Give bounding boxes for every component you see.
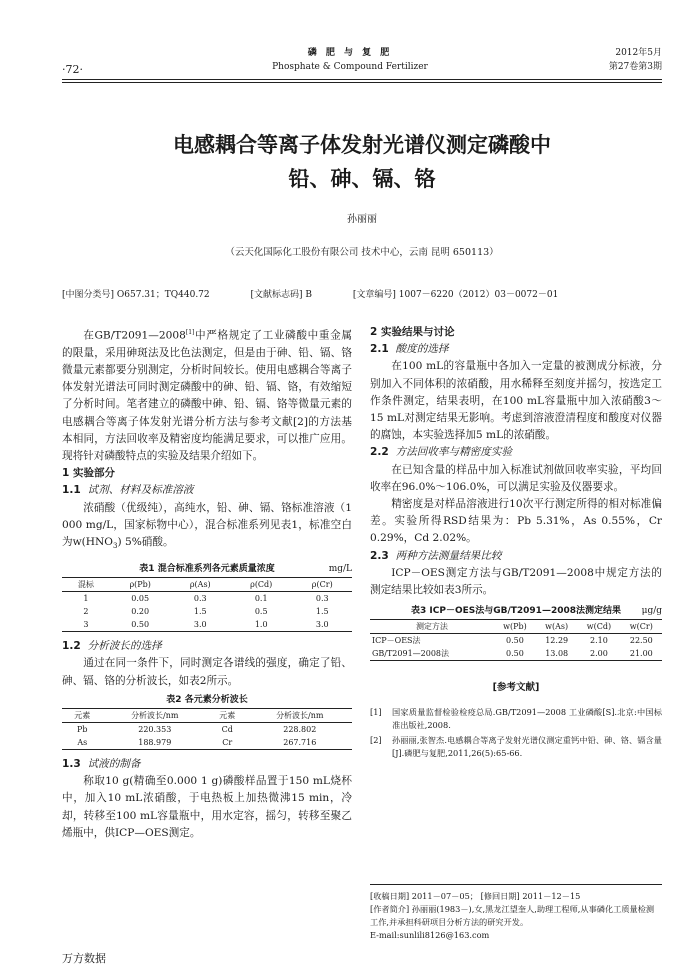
reference-text: 国家质量监督检验检疫总局.GB/T2091—2008 工业磷酸[S].北京:中国标准出版社,2008. [392,707,662,731]
table3-header-cell: w(Cd) [586,622,612,632]
table-2-caption: 表2 各元素分析波长 [166,694,248,705]
journal-name-en: Phosphate & Compound Fertilizer [272,62,428,72]
table-3-unit: μg/g [641,606,662,617]
table1-cell: 1.5 [315,607,329,617]
article-info [370,884,662,942]
table3-cell: 2.10 [590,636,608,646]
clc-number: [中图分类号] O657.31；TQ440.72 [62,290,210,300]
reference-item [370,706,662,732]
table3-cell: 12.29 [545,636,569,646]
table3-row [370,647,662,661]
table1-cell: 3 [83,620,89,630]
table3-cell: 13.08 [545,649,569,659]
table3-cell: 0.50 [506,636,524,646]
table1-header-cell: ρ(Pb) [129,580,151,590]
title-line-1: 电感耦合等离子体发射光谱仪测定磷酸中 [173,133,551,157]
received-dates: [收稿日期] 2011－07－05； [修回日期] 2011－12－15 [370,891,581,901]
author-bio: [作者简介] 孙丽丽(1983－),女,黑龙江望奎人,助理工程师,从事磷化工质量检测工作,并承担科研项目分析方法的研究开发。 [370,904,655,927]
table2-row [62,722,352,736]
header-rule [62,79,662,80]
page-number: ·72· [62,63,83,76]
section-2-2-heading: 2.2 方法回收率与精密度实验 [370,446,513,459]
section-1-2-heading: 1.2 分析波长的选择 [62,640,162,653]
table3-row [370,634,662,648]
title-line-2: 铅、砷、镉、铬 [288,167,436,191]
author-affiliation: （云天化国际化工股份有限公司 技术中心，云南 昆明 650113） [225,247,499,258]
table-3 [370,603,662,661]
table2-cell: Pb [77,724,88,734]
table1-row [62,592,352,606]
table1-cell: 3.0 [193,620,207,630]
table2-cell: 220.353 [138,724,172,734]
section-2-heading: 2 实验结果与讨论 [370,326,455,338]
document-code: [文献标志码] B [250,290,313,300]
header-rule-thin [62,82,662,83]
section-2-3-heading: 2.3 两种方法测量结果比较 [370,549,502,562]
table1-cell: 0.50 [131,620,150,630]
reference-list [370,706,662,760]
table1-cell: 1.5 [193,607,207,617]
journal-name-cn: 磷 肥 与 复 肥 [307,48,393,58]
table1-header-row [62,578,352,592]
table2-cell: 228.802 [283,724,317,734]
issue-date: 2012年5月 [615,48,662,58]
table3-cell: 2.00 [590,649,608,659]
table1-cell: 0.5 [254,607,268,617]
table2-header-cell: 分析波长/nm [276,710,324,720]
section-1-2-text: 通过在同一条件下，同时测定各谱线的强度，确定了铅、砷、镉、铬的分析波长，如表2所示。 [62,657,352,687]
table2-header-cell: 元素 [219,710,236,720]
right-column [370,324,662,762]
author-email[interactable]: E-mail:sunlili8126@163.com [370,930,490,940]
table2-cell: 188.979 [138,737,172,747]
table3-cell: 0.50 [506,649,524,659]
intro-paragraph: 在GB/T2091—2008[1]中严格规定了工业磷酸中重金属的限量，采用砷斑法及比色法测定，但是由于砷、铅、镉、铬微量元素都要分别测定，分析时间较长。使用电感耦合等离子体发射光谱法可同时测定磷酸中的砷、铅、镉、铬，有效缩短了分析时间。笔者建立的磷酸中砷、铅、镉、铬等微量元素的电感耦合等离子体发射光谱分析方法与参考文献[2]的方法基本相同，方法回收率及精密度均能满足要求，可以推广应用。现将针对磷酸特点的实验及结果介绍如下。 [62,329,353,462]
table3-header-cell: 测定方法 [415,622,448,632]
table1-cell: 0.1 [254,594,268,604]
table1-cell: 3.0 [315,620,329,630]
table2-cell: As [77,737,88,747]
section-1-1-text: 浓硝酸（优级纯），高纯水，铅、砷、镉、铬标准溶液（1 000 mg/L，国家标物中心），混合标准系列见表1，标准空白为$w(HNO_3)$ 5%硝酸。 [62,501,352,551]
watermark-footer: 万方数据 [62,952,106,965]
table2-cell: Cd [221,724,233,734]
left-column [62,324,352,842]
table1-cell: 1 [83,594,89,604]
table2-header-cell: 元素 [74,710,91,720]
references-heading: [参考文献] [492,682,540,694]
section-1-3-heading: 1.3 试液的制备 [62,757,141,770]
section-2-2-text-1: 在已知含量的样品中加入标准试剂做回收率实验，平均回收率在96.0%～106.0%，可以满足实验及仪器要求。 [370,463,662,493]
article-title [62,128,662,196]
table2-cell: 267.716 [283,737,317,747]
table-1 [62,561,352,632]
section-1-1-heading: 1.1 试剂、材料及标准溶液 [62,484,194,497]
table1-cell: 0.3 [315,594,329,604]
table1-header-cell: 混标 [77,580,94,590]
reference-number: [1] [370,707,382,718]
info-rule [370,884,662,885]
table1-cell: 0.05 [131,594,150,604]
table1-cell: 1.0 [254,620,268,630]
table3-cell: 22.50 [629,636,653,646]
table3-header-cell: w(As) [545,622,569,632]
reference-item [370,734,662,760]
section-2-1-text: 在100 mL的容量瓶中各加入一定量的被测成分标液，分别加入不同体积的浓硝酸，用水稀释至刻度并摇匀，按选定工作条件测定，结果表明，在100 mL容量瓶中加入浓硝酸3～15 mL对测定结果无影响。考虑到溶液澄清程度和酸度对仪器的腐蚀，本实验选择加5 mL的浓硝酸。 [370,360,662,442]
table3-cell: GB/T2091—2008法 [372,649,450,659]
section-2-2-text-2: 精密度是对样品溶液进行10次平行测定所得的相对标准偏差。实验所得RSD结果为：Pb 5.31%，As 0.55%，Cr 0.29%，Cd 2.02%。 [370,498,662,545]
classification-line [62,287,662,300]
table-3-caption: 表3 ICP－OES法与GB/T2091—2008法测定结果 μg/g [370,603,662,619]
section-1-heading: 1 实验部分 [62,467,115,480]
table3-header-cell: w(Cr) [629,622,653,632]
section-1-3-text: 称取10 g(精确至0.000 1 g)磷酸样品置于150 mL烧杯中，加入10 mL浓硝酸，于电热板上加热微沸15 min，冷却，转移至100 mL容量瓶中，用水定容，摇匀，转移至聚乙烯瓶中，供ICP—OES测定。 [62,775,352,839]
table-1-unit: mg/L [328,564,352,575]
table-1-caption: 表1 混合标准系列各元素质量浓度 mg/L [62,561,352,577]
table2-header-cell: 分析波长/nm [131,710,179,720]
table1-cell: 2 [83,607,89,617]
table1-row [62,605,352,618]
reference-number: [2] [370,735,382,746]
reference-text: 孙丽丽,张智杰.电感耦合等离子发射光谱仪测定重钙中铅、砷、铬、镉含量[J].磷肥与复肥,2011,26(5):65-66. [392,735,662,759]
issue-volume: 第27卷第3期 [608,62,662,72]
table3-header-cell: w(Pb) [503,622,527,632]
table-2 [62,692,352,750]
table2-cell: Cr [222,737,233,747]
table3-header-row [370,620,662,634]
table1-header-cell: ρ(Cr) [311,580,333,590]
author-name: 孙丽丽 [347,214,377,225]
table3-cell: 21.00 [629,649,653,659]
table1-cell: 0.20 [131,607,150,617]
table1-header-cell: ρ(Cd) [250,580,273,590]
table3-cell: ICP－OES法 [372,636,421,646]
article-id: [文章编号] 1007－6220（2012）03－0072－01 [352,290,559,300]
table1-row [62,618,352,632]
table2-row [62,736,352,750]
table1-header-cell: ρ(As) [189,580,211,590]
section-2-1-heading: 2.1 酸度的选择 [370,343,449,356]
table2-header-row [62,708,352,722]
table1-cell: 0.3 [193,594,207,604]
journal-name [230,46,470,74]
section-2-3-text: ICP－OES测定方法与GB/T2091—2008中规定方法的测定结果比较如表3所示。 [370,566,662,597]
citation-1[interactable]: [1] [185,329,195,336]
issue-info [609,46,662,74]
